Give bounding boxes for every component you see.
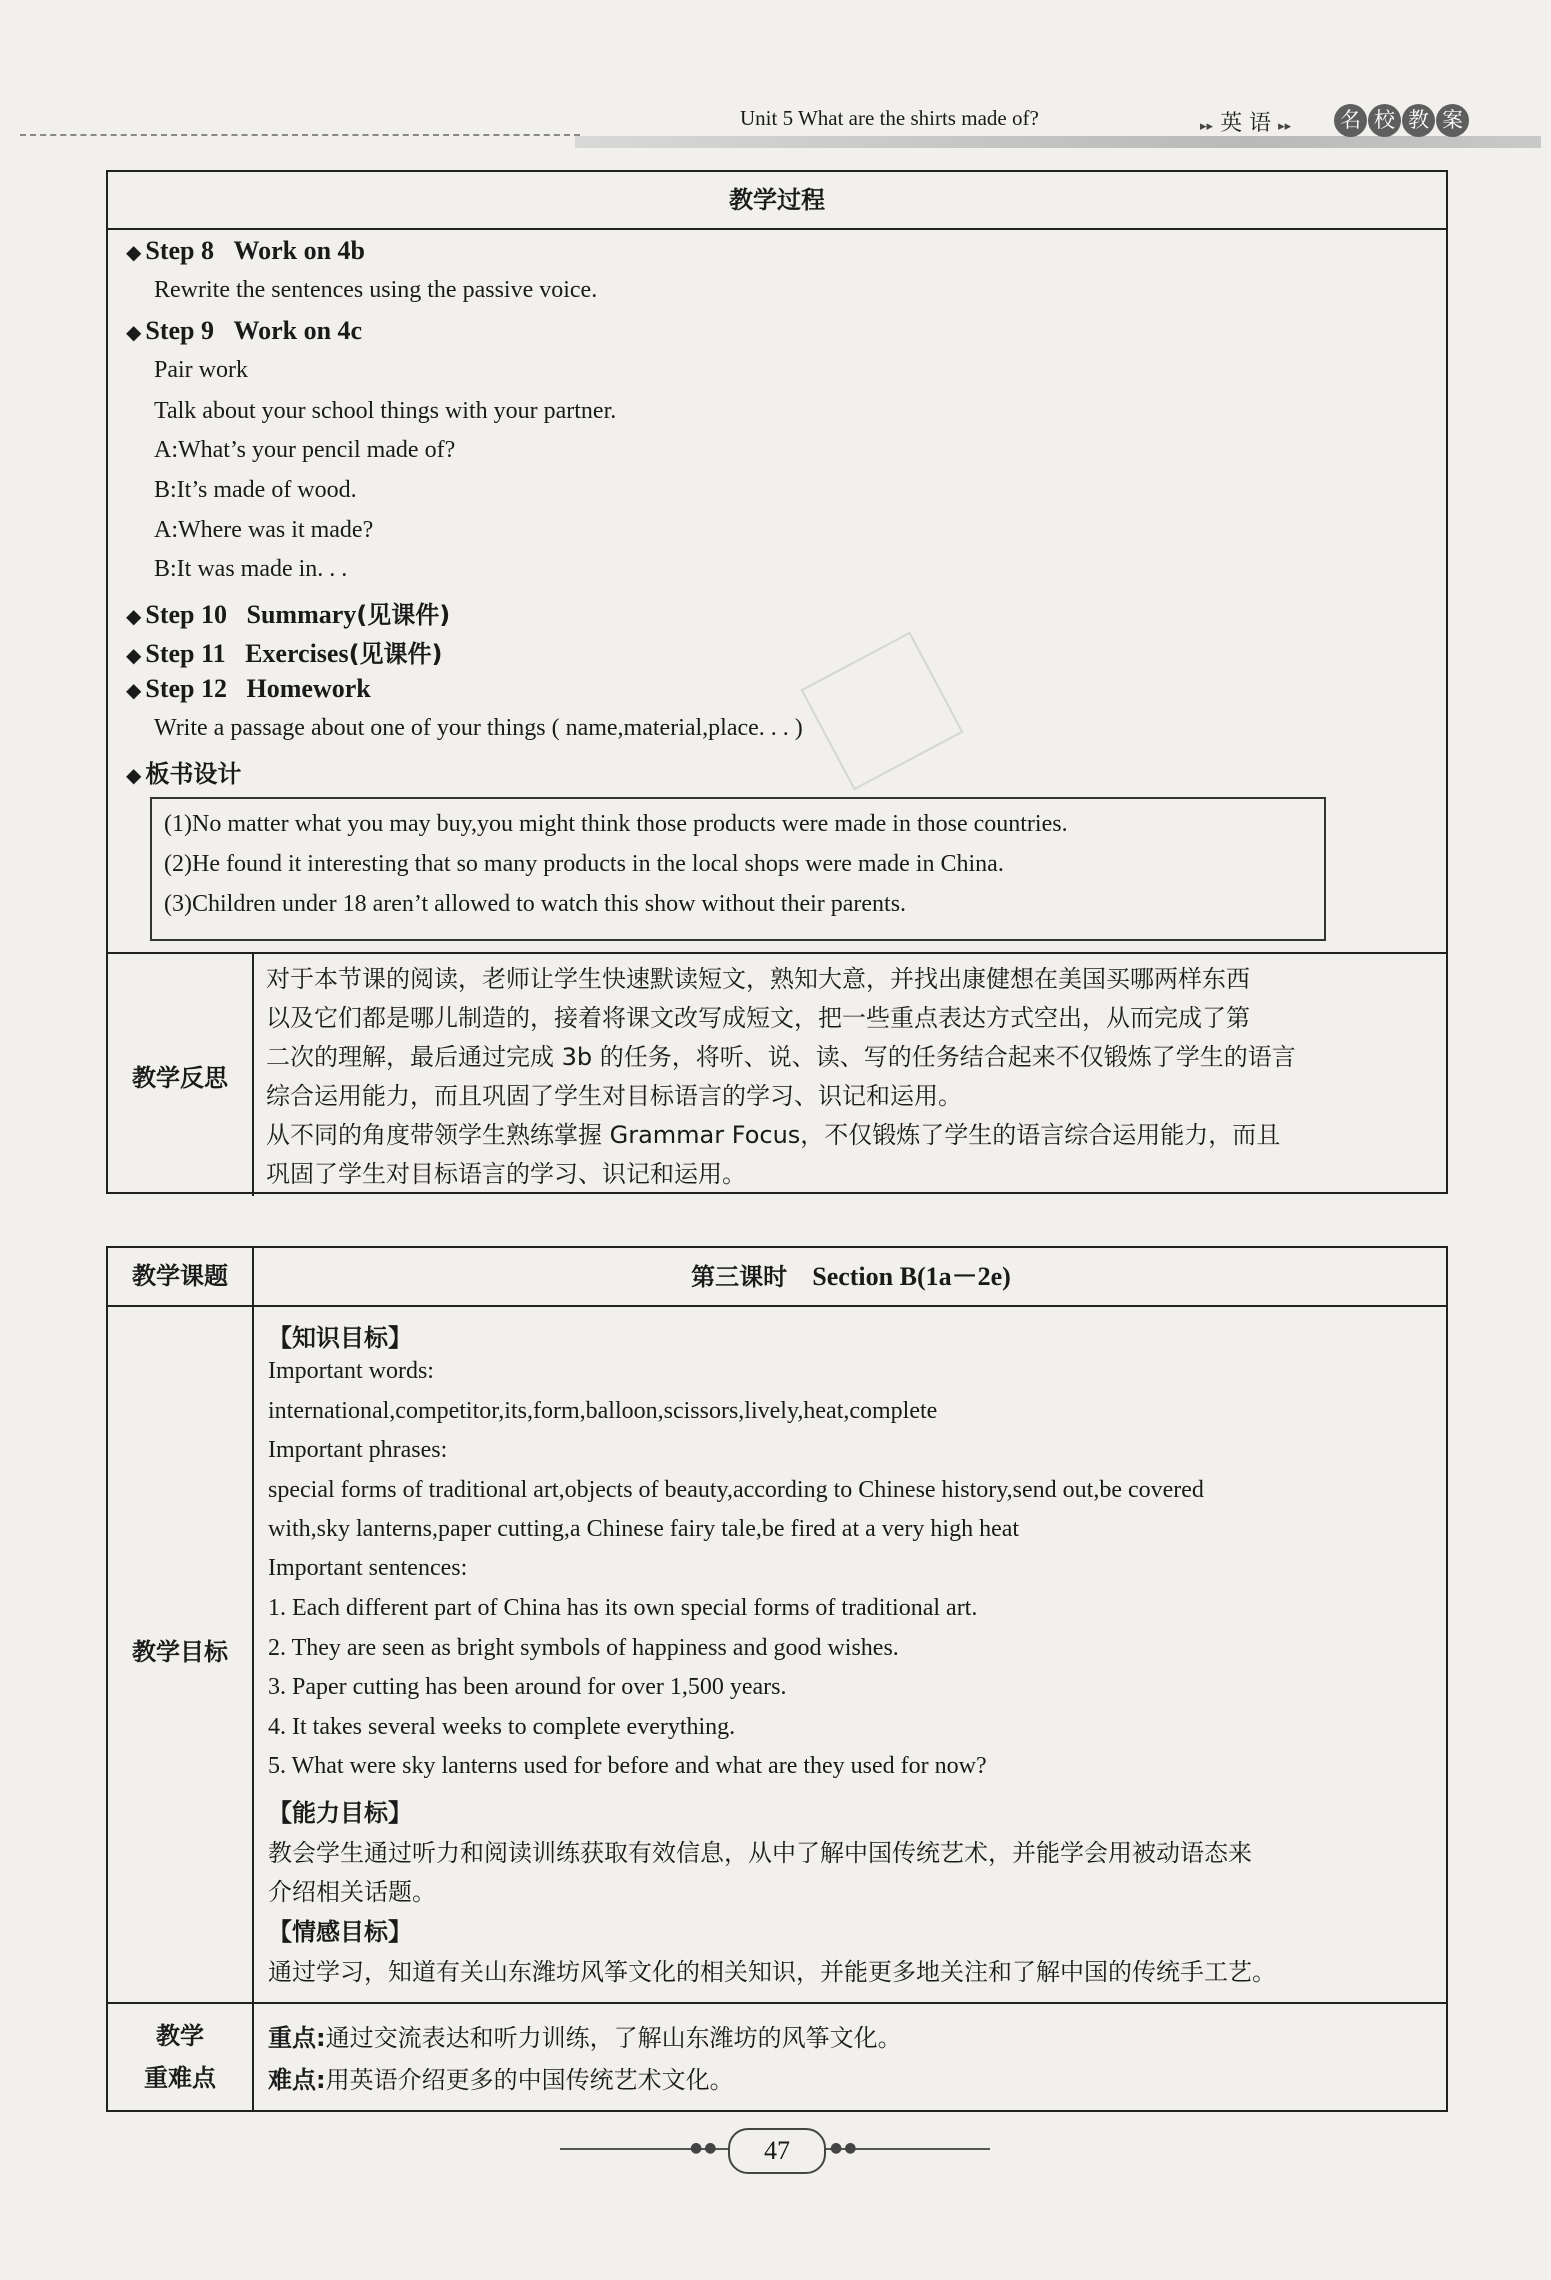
ability-line: 介绍相关话题。 — [268, 1878, 436, 1906]
brand-badge — [1334, 104, 1469, 137]
goals-label: 教学目标 — [132, 1638, 228, 1666]
unit-title: Unit 5 What are the shirts made of? — [740, 106, 1039, 130]
board-line: (1)No matter what you may buy,you might think those products were made in those countries. — [164, 811, 1068, 837]
brand-char: 案 — [1436, 104, 1469, 137]
difficult-label: 难点: — [268, 2066, 326, 2094]
step-12-heading — [126, 674, 371, 704]
step-title: Work on 4c — [233, 316, 363, 345]
reflection-line: 综合运用能力，而且巩固了学生对目标语言的学习、识记和运用。 — [266, 1082, 962, 1110]
difficult-text: 用英语介绍更多的中国传统艺术文化。 — [325, 2066, 734, 2094]
step-9-line: B:It’s made of wood. — [154, 477, 357, 503]
board-heading-text: 板书设计 — [145, 760, 242, 788]
ability-heading: 【能力目标】 — [268, 1799, 412, 1827]
reflection-line: 巩固了学生对目标语言的学习、识记和运用。 — [266, 1160, 746, 1188]
teaching-process-table — [106, 170, 1448, 1194]
phrases-label: Important phrases: — [268, 1437, 448, 1463]
sentence-item: 3. Paper cutting has been around for over 1,500 years. — [268, 1674, 787, 1700]
header-dashed-rule — [20, 134, 580, 136]
step-12-text: Write a passage about one of your things ( name,material,place. . . ) — [154, 715, 803, 741]
board-line: (3)Children under 18 aren’t allowed to watch this show without their parents. — [164, 891, 907, 917]
step-9-line: B:It was made in. . . — [154, 556, 348, 582]
diamond-icon: ◆ — [126, 604, 142, 628]
step-11-heading — [126, 634, 443, 669]
sentence-item: 1. Each different part of China has its own special forms of traditional art. — [268, 1595, 978, 1621]
reflection-line: 对于本节课的阅读，老师让学生快速默读短文，熟知大意，并找出康健想在美国买哪两样东西 — [266, 965, 1250, 993]
step-label: Step 8 — [145, 236, 215, 265]
emotion-heading: 【情感目标】 — [268, 1918, 412, 1946]
step-9-heading — [126, 316, 362, 346]
key-point — [268, 2018, 902, 2053]
topic-cn: 第三课时 — [691, 1263, 788, 1291]
ability-line: 教会学生通过听力和阅读训练获取有效信息，从中了解中国传统艺术，并能学会用被动语态来 — [268, 1839, 1252, 1867]
step-label: Step 10 — [145, 600, 228, 629]
sentence-item: 2. They are seen as bright symbols of happiness and good wishes. — [268, 1635, 899, 1661]
reflection-line: 从不同的角度带领学生熟练掌握 Grammar Focus，不仅锻炼了学生的语言综合运用能力，而且 — [266, 1121, 1281, 1149]
footer-dots-right: ●● — [830, 2140, 859, 2156]
process-title: 教学过程 — [108, 172, 1446, 230]
diamond-icon: ◆ — [126, 678, 142, 702]
subject-text: 英 语 — [1220, 111, 1272, 136]
board-design-box — [150, 797, 1326, 941]
difficult-point — [268, 2060, 734, 2095]
step-title: Summary — [246, 600, 357, 629]
step-8-text: Rewrite the sentences using the passive voice. — [154, 277, 598, 303]
reflection-line: 以及它们都是哪儿制造的，接着将课文改写成短文，把一些重点表达方式空出，从而完成了第 — [266, 1004, 1250, 1032]
step-9-line: A:What’s your pencil made of? — [154, 437, 456, 463]
key-label: 重点: — [268, 2024, 326, 2052]
step-title: Exercises — [245, 639, 349, 668]
step-label: Step 9 — [145, 316, 215, 345]
topic-en: Section B(1a－2e) — [812, 1262, 1011, 1291]
sentence-item: 5. What were sky lanterns used for before and what are they used for now? — [268, 1753, 987, 1779]
lesson-plan-table — [106, 1246, 1448, 2112]
keypoints-label-line1: 教学 — [156, 2022, 204, 2050]
arrow-icon: ▸▸ — [1200, 119, 1214, 134]
step-9-line: Talk about your school things with your partner. — [154, 398, 617, 424]
board-design-heading — [126, 754, 241, 789]
brand-char: 教 — [1402, 104, 1435, 137]
step-9-line: A:Where was it made? — [154, 517, 374, 543]
diamond-icon: ◆ — [126, 240, 142, 264]
page-header — [0, 0, 1551, 160]
brand-char: 名 — [1334, 104, 1367, 137]
diamond-icon: ◆ — [126, 763, 142, 787]
phrases-line: with,sky lanterns,paper cutting,a Chinese fairy tale,be fired at a very high heat — [268, 1516, 1020, 1542]
arrow-icon: ▸▸ — [1278, 119, 1292, 134]
header-band — [575, 136, 1541, 148]
reflection-row — [108, 952, 1446, 1196]
reflection-label: 教学反思 — [108, 954, 254, 1196]
footer-dots-left: ●● — [690, 2140, 719, 2156]
sentences-label: Important sentences: — [268, 1555, 468, 1581]
topic-label: 教学课题 — [132, 1262, 228, 1290]
diamond-icon: ◆ — [126, 320, 142, 344]
diamond-icon: ◆ — [126, 643, 142, 667]
step-8-heading — [126, 236, 365, 266]
words-list: international,competitor,its,form,balloon,scissors,lively,heat,complete — [268, 1398, 938, 1424]
step-10-heading — [126, 595, 450, 630]
step-note: (见课件) — [356, 601, 451, 629]
brand-char: 校 — [1368, 104, 1401, 137]
row-divider — [108, 1305, 1446, 1307]
reflection-line: 二次的理解，最后通过完成 3b 的任务，将听、说、读、写的任务结合起来不仅锻炼了学生的语言 — [266, 1043, 1296, 1071]
key-text: 通过交流表达和听力训练，了解山东潍坊的风筝文化。 — [325, 2024, 902, 2052]
step-9-line: Pair work — [154, 357, 248, 383]
knowledge-heading: 【知识目标】 — [268, 1324, 412, 1352]
words-label: Important words: — [268, 1358, 434, 1384]
faded-stamp — [800, 632, 963, 791]
emotion-text: 通过学习，知道有关山东潍坊风筝文化的相关知识，并能更多地关注和了解中国的传统手工艺。 — [268, 1958, 1276, 1986]
reflection-text — [266, 960, 1426, 1194]
step-label: Step 11 — [145, 639, 226, 668]
lesson-topic — [254, 1248, 1448, 1305]
step-title: Work on 4b — [233, 236, 366, 265]
phrases-line: special forms of traditional art,objects of beauty,according to Chinese history,send out,be covered — [268, 1477, 1204, 1503]
subject-label — [1200, 106, 1291, 137]
row-divider — [108, 2002, 1446, 2004]
keypoints-label-line2: 重难点 — [144, 2064, 216, 2092]
column-divider — [252, 1248, 254, 2110]
page-number: 47 — [728, 2128, 826, 2174]
step-title: Homework — [246, 674, 371, 703]
board-line: (2)He found it interesting that so many products in the local shops were made in China. — [164, 851, 1004, 877]
step-label: Step 12 — [145, 674, 228, 703]
step-note: (见课件) — [348, 640, 443, 668]
sentence-item: 4. It takes several weeks to complete everything. — [268, 1714, 736, 1740]
